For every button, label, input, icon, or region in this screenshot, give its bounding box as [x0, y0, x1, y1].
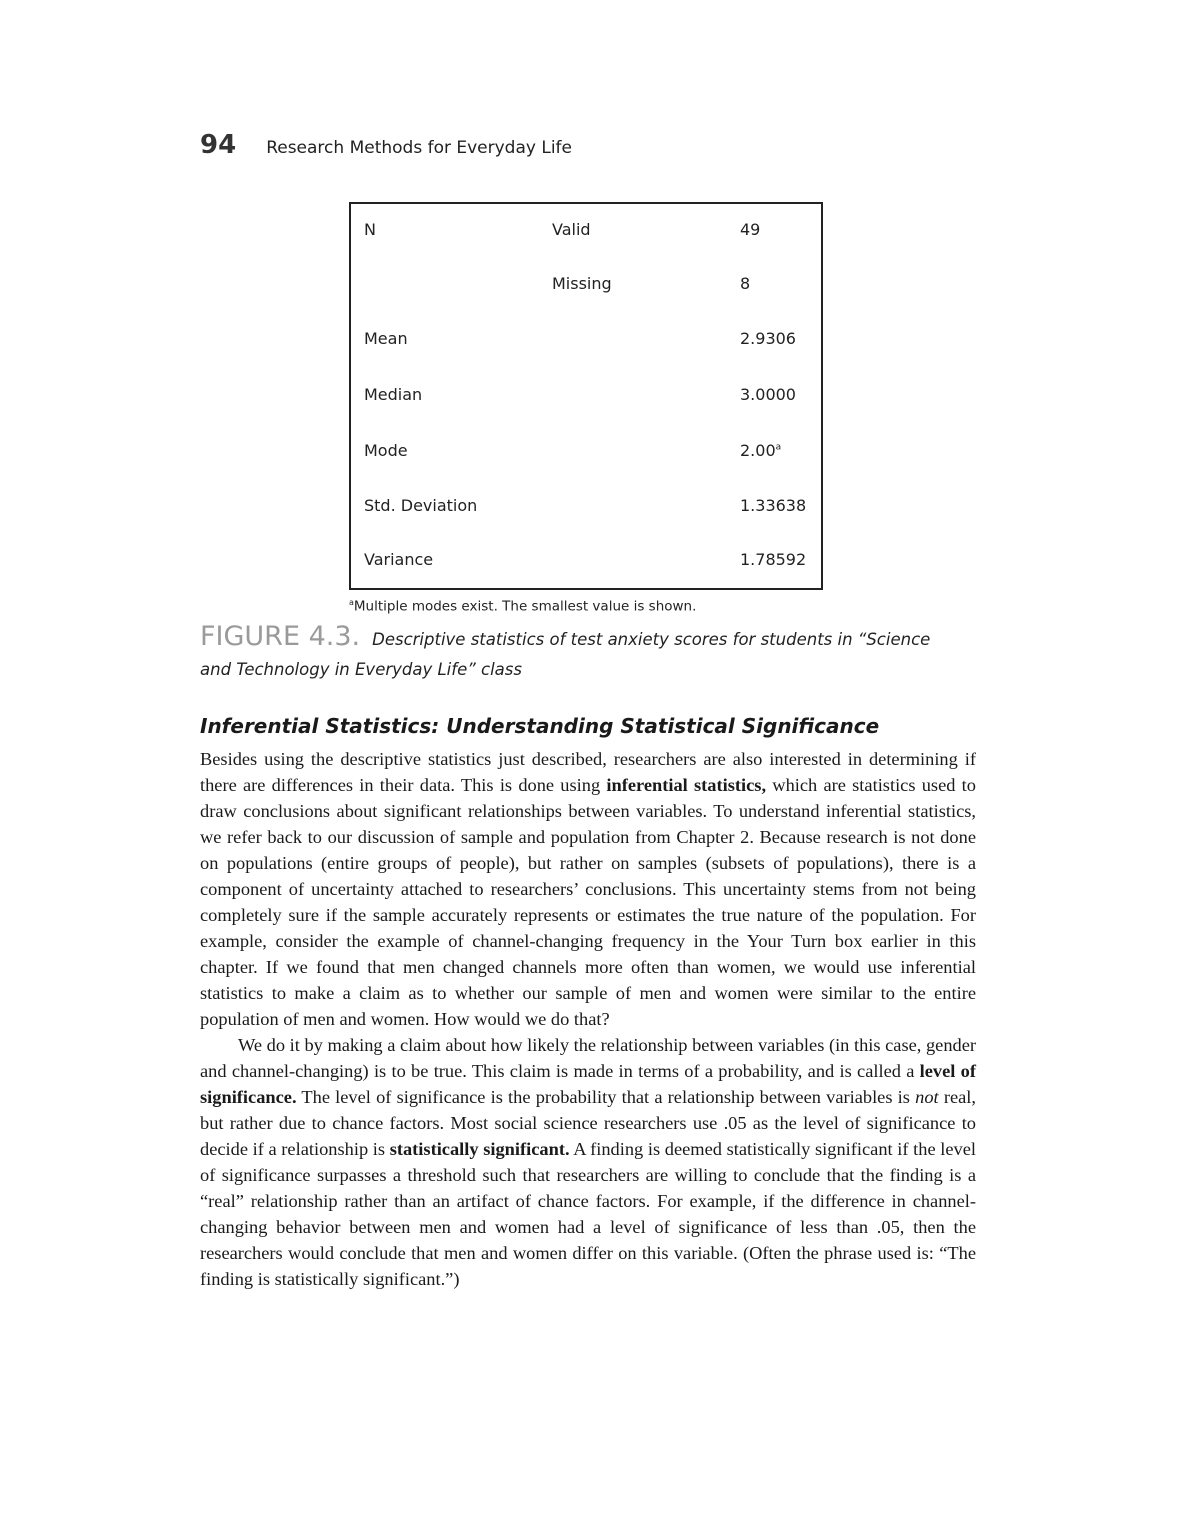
table-row: [351, 220, 821, 244]
figure-label: FIGURE 4.3.: [200, 621, 361, 652]
bold-term: inferential statistics,: [606, 775, 767, 795]
body-text: [200, 746, 976, 1292]
row-value: 3.0000: [740, 385, 796, 404]
section-heading: Inferential Statistics: Understanding Statistical Significance: [200, 714, 880, 738]
table-row: [351, 385, 821, 409]
italic-term: not: [915, 1087, 939, 1107]
row-value: 49: [740, 220, 761, 239]
running-head: [200, 130, 572, 160]
table-row: [351, 550, 821, 574]
bold-term: statistically significant.: [389, 1139, 570, 1159]
row-value: 1.33638: [740, 496, 807, 515]
row-label: N: [364, 220, 376, 239]
figure-caption: [200, 622, 960, 685]
row-value: 2.9306: [740, 329, 796, 348]
table-row: [351, 441, 821, 465]
row-label: Mode: [364, 441, 408, 460]
text-run: Besides using the descriptive statistics just described, researchers are also interested in determining if there are differences in their data. This is done using: [200, 749, 976, 795]
row-label: Mean: [364, 329, 408, 348]
row-label: Median: [364, 385, 423, 404]
row-label: Variance: [364, 550, 434, 569]
bold-term: level of significance.: [200, 1061, 976, 1107]
row-value: 2.00$^a$: [740, 441, 782, 460]
row-sublabel: Missing: [552, 274, 612, 293]
book-title: Research Methods for Everyday Life: [266, 138, 572, 158]
footnote-marker: a: [349, 598, 354, 607]
text-run: The level of significance is the probability that a relationship between variables is: [296, 1087, 916, 1107]
row-value: 8: [740, 274, 751, 293]
text-run: which are statistics used to draw conclusions about significant relationships between variables. To understand inferential statistics, we refer back to our discussion of sample and population from Chapter 2. Because research is not done on populations (entire groups of people), but rather on samples (subsets of populations), there is a component of uncertainty attached to researchers’ conclusions. This uncertainty stems from not being completely sure if the sample accurately represents or estimates the true nature of the population. For example, consider the example of channel-changing frequency in the Your Turn box earlier in this chapter. If we found that men changed channels more often than women, we would use inferential statistics to make a claim as to whether our sample of men and women were similar to the entire population of men and women. How would we do that?: [200, 775, 976, 1029]
row-value: 1.78592: [740, 550, 807, 569]
footnote-text: Multiple modes exist. The smallest value is shown.: [353, 598, 697, 615]
descriptive-statistics-table: [349, 202, 823, 590]
page-number: 94: [200, 130, 237, 160]
body-paragraph: [200, 746, 976, 1032]
row-label: Std. Deviation: [364, 496, 478, 515]
table-row: [351, 329, 821, 353]
text-run: real, but rather due to chance factors. Most social science researchers use .05 as the level of significance to decide if a relationship is: [200, 1087, 976, 1159]
table-footnote: [349, 598, 696, 615]
figure-caption-text: Descriptive statistics of test anxiety scores for students in “Science and Technology in Everyday Life” class: [200, 630, 931, 679]
text-run: We do it by making a claim about how likely the relationship between variables (in this case, gender and channel-changing) is to be true. This claim is made in terms of a probability, and is called a: [200, 1035, 977, 1081]
table-row: [351, 274, 821, 298]
table-row: [351, 496, 821, 520]
body-paragraph: [200, 1032, 976, 1292]
row-sublabel: Valid: [552, 220, 591, 239]
text-run: A finding is deemed statistically significant if the level of significance surpasses a threshold such that researchers are willing to conclude that the finding is a “real” relationship rather than an artifact of chance factors. For example, if the difference in channel-changing behavior between men and women had a level of significance of less than .05, then the researchers would conclude that men and women differ on this variable. (Often the phrase used is: “The finding is statistically significant.”): [200, 1139, 977, 1289]
